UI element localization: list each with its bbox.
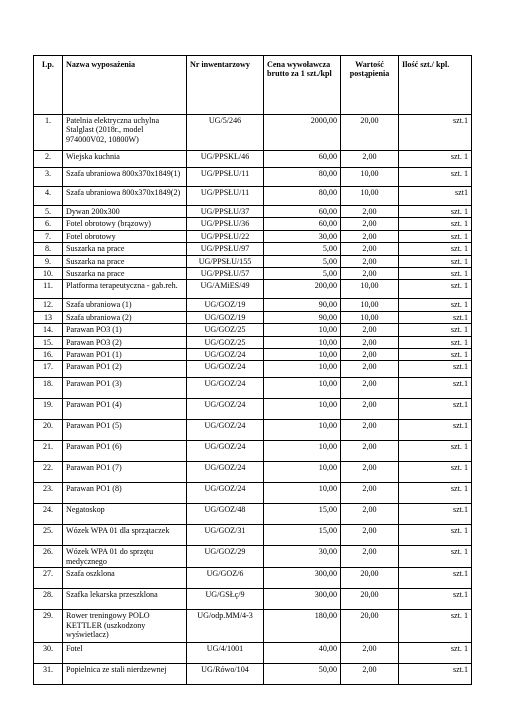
cell-inventory-number: UG/AMiES/49 xyxy=(187,280,264,299)
table-row xyxy=(34,243,472,255)
cell-price: 300,00 xyxy=(264,568,341,589)
cell-quantity: szt. 1 xyxy=(399,324,472,336)
cell-increment: 2,00 xyxy=(341,218,399,230)
cell-increment: 20,00 xyxy=(341,610,399,643)
cell-quantity: szt.1 xyxy=(399,420,472,441)
cell-inventory-number: UG/GOZ/19 xyxy=(187,311,264,323)
cell-quantity: szt. 1 xyxy=(399,643,472,664)
cell-quantity: szt. 1 xyxy=(399,336,472,348)
cell-lp: 15. xyxy=(34,336,63,348)
cell-quantity: szt.1 xyxy=(399,589,472,610)
cell-lp: 10. xyxy=(34,268,63,280)
cell-inventory-number: UG/GOZ/24 xyxy=(187,378,264,399)
cell-name: Platforma terapeutyczna - gab.reh. xyxy=(63,280,187,299)
cell-price: 10,00 xyxy=(264,336,341,348)
cell-lp: 13 xyxy=(34,311,63,323)
table-row xyxy=(34,378,472,399)
cell-lp: 6. xyxy=(34,218,63,230)
cell-quantity: szt. 1 xyxy=(399,206,472,218)
cell-inventory-number: UG/GOZ/24 xyxy=(187,462,264,483)
cell-inventory-number: UG/GOZ/24 xyxy=(187,420,264,441)
cell-price: 30,00 xyxy=(264,546,341,568)
cell-price: 5,00 xyxy=(264,255,341,267)
header-increment: Wartość postąpienia xyxy=(341,56,399,115)
cell-name: Wózek WPA 01 dla sprzątaczek xyxy=(63,525,187,546)
cell-price: 80,00 xyxy=(264,168,341,187)
cell-inventory-number: UG/PPSŁU/155 xyxy=(187,255,264,267)
cell-inventory-number: UG/GOZ/31 xyxy=(187,525,264,546)
table-body xyxy=(34,115,472,685)
cell-increment: 2,00 xyxy=(341,206,399,218)
table-row xyxy=(34,399,472,420)
cell-increment: 2,00 xyxy=(341,643,399,664)
cell-lp: 22. xyxy=(34,462,63,483)
cell-lp: 5. xyxy=(34,206,63,218)
cell-increment: 2,00 xyxy=(341,546,399,568)
cell-name: Parawan PO1 (7) xyxy=(63,462,187,483)
table-row xyxy=(34,441,472,462)
cell-increment: 2,00 xyxy=(341,230,399,242)
cell-price: 10,00 xyxy=(264,378,341,399)
cell-quantity: szt. 1 xyxy=(399,168,472,187)
cell-increment: 20,00 xyxy=(341,568,399,589)
cell-name: Suszarka na prace xyxy=(63,255,187,267)
cell-inventory-number: UG/GOZ/24 xyxy=(187,441,264,462)
cell-lp: 20. xyxy=(34,420,63,441)
cell-lp: 8. xyxy=(34,243,63,255)
cell-quantity: szt. 1 xyxy=(399,255,472,267)
cell-increment: 20,00 xyxy=(341,589,399,610)
cell-inventory-number: UG/GOZ/48 xyxy=(187,504,264,525)
cell-price: 80,00 xyxy=(264,187,341,206)
cell-inventory-number: UG/GOZ/24 xyxy=(187,399,264,420)
cell-name: Parawan PO3 (2) xyxy=(63,336,187,348)
cell-inventory-number: UG/GOZ/19 xyxy=(187,299,264,311)
cell-increment: 10,00 xyxy=(341,187,399,206)
cell-price: 10,00 xyxy=(264,349,341,361)
cell-quantity: szt. 1 xyxy=(399,525,472,546)
cell-quantity: szt.1 xyxy=(399,115,472,151)
cell-quantity: szt. 1 xyxy=(399,441,472,462)
cell-lp: 18. xyxy=(34,378,63,399)
cell-increment: 10,00 xyxy=(341,299,399,311)
cell-lp: 28. xyxy=(34,589,63,610)
table-row xyxy=(34,349,472,361)
cell-lp: 12. xyxy=(34,299,63,311)
cell-increment: 2,00 xyxy=(341,243,399,255)
table-row xyxy=(34,255,472,267)
cell-name: Parawan PO1 (4) xyxy=(63,399,187,420)
cell-inventory-number: UG/GOZ/24 xyxy=(187,483,264,504)
cell-increment: 2,00 xyxy=(341,399,399,420)
cell-name: Suszarka na prace xyxy=(63,268,187,280)
cell-lp: 7. xyxy=(34,230,63,242)
cell-price: 10,00 xyxy=(264,483,341,504)
table-row xyxy=(34,206,472,218)
table-row xyxy=(34,336,472,348)
cell-name: Fotel obrotowy xyxy=(63,230,187,242)
cell-quantity: szt.1 xyxy=(399,568,472,589)
cell-lp: 4. xyxy=(34,187,63,206)
cell-name: Parawan PO1 (1) xyxy=(63,349,187,361)
cell-name: Parawan PO1 (6) xyxy=(63,441,187,462)
cell-price: 60,00 xyxy=(264,218,341,230)
cell-increment: 2,00 xyxy=(341,462,399,483)
cell-increment: 2,00 xyxy=(341,151,399,168)
cell-inventory-number: UG/PPSŁU/97 xyxy=(187,243,264,255)
header-lp: Lp. xyxy=(34,56,63,115)
cell-lp: 1. xyxy=(34,115,63,151)
header-price: Cena wywoławcza brutto za 1 szt./kpl xyxy=(264,56,341,115)
cell-quantity: szt. 1 xyxy=(399,610,472,643)
cell-quantity: szt. 1 xyxy=(399,218,472,230)
cell-price: 10,00 xyxy=(264,462,341,483)
table-row xyxy=(34,187,472,206)
cell-quantity: szt.1 xyxy=(399,311,472,323)
cell-name: Fotel xyxy=(63,643,187,664)
cell-name: Szafa ubraniowa (1) xyxy=(63,299,187,311)
cell-price: 300,00 xyxy=(264,589,341,610)
cell-lp: 16. xyxy=(34,349,63,361)
cell-quantity: szt. 1 xyxy=(399,230,472,242)
cell-price: 40,00 xyxy=(264,643,341,664)
cell-name: Szafa ubraniowa 800x370x1849(2) xyxy=(63,187,187,206)
table-row xyxy=(34,230,472,242)
cell-lp: 9. xyxy=(34,255,63,267)
cell-quantity: szt.1 xyxy=(399,504,472,525)
table-row xyxy=(34,525,472,546)
cell-name: Parawan PO1 (5) xyxy=(63,420,187,441)
cell-quantity: szt. 1 xyxy=(399,280,472,299)
cell-lp: 23. xyxy=(34,483,63,504)
table-row xyxy=(34,168,472,187)
cell-inventory-number: UG/PPSKL/46 xyxy=(187,151,264,168)
cell-price: 180,00 xyxy=(264,610,341,643)
table-header xyxy=(34,56,472,115)
table-row xyxy=(34,643,472,664)
cell-price: 30,00 xyxy=(264,230,341,242)
cell-inventory-number: UG/PPSŁU/22 xyxy=(187,230,264,242)
cell-increment: 10,00 xyxy=(341,168,399,187)
cell-lp: 29. xyxy=(34,610,63,643)
cell-price: 90,00 xyxy=(264,311,341,323)
cell-inventory-number: UG/GOZ/25 xyxy=(187,336,264,348)
cell-quantity: szt. 1 xyxy=(399,299,472,311)
cell-price: 60,00 xyxy=(264,206,341,218)
cell-quantity: szt.1 xyxy=(399,399,472,420)
cell-price: 90,00 xyxy=(264,299,341,311)
table-row xyxy=(34,324,472,336)
cell-name: Suszarka na prace xyxy=(63,243,187,255)
cell-quantity: szt. 1 xyxy=(399,151,472,168)
cell-inventory-number: UG/PPSŁU/11 xyxy=(187,168,264,187)
cell-price: 10,00 xyxy=(264,361,341,378)
cell-name: Szafka lekarska przeszklona xyxy=(63,589,187,610)
header-name: Nazwa wyposażenia xyxy=(63,56,187,115)
header-quantity: Ilość szt./ kpl. xyxy=(399,56,472,115)
cell-increment: 2,00 xyxy=(341,504,399,525)
cell-inventory-number: UG/PPSŁU/57 xyxy=(187,268,264,280)
cell-increment: 2,00 xyxy=(341,336,399,348)
table-row xyxy=(34,546,472,568)
table-row xyxy=(34,504,472,525)
table-row xyxy=(34,664,472,685)
cell-price: 15,00 xyxy=(264,525,341,546)
table-row xyxy=(34,299,472,311)
cell-increment: 2,00 xyxy=(341,378,399,399)
cell-price: 10,00 xyxy=(264,441,341,462)
cell-inventory-number: UG/GOZ/24 xyxy=(187,361,264,378)
cell-price: 200,00 xyxy=(264,280,341,299)
cell-price: 60,00 xyxy=(264,151,341,168)
cell-quantity: szt. 1 xyxy=(399,462,472,483)
cell-increment: 2,00 xyxy=(341,324,399,336)
cell-name: Fotel obrotowy (brązowy) xyxy=(63,218,187,230)
cell-lp: 14. xyxy=(34,324,63,336)
header-inventory-number: Nr inwentarzowy xyxy=(187,56,264,115)
table-row xyxy=(34,115,472,151)
cell-increment: 2,00 xyxy=(341,441,399,462)
cell-increment: 10,00 xyxy=(341,311,399,323)
table-row xyxy=(34,268,472,280)
table-row xyxy=(34,361,472,378)
cell-price: 10,00 xyxy=(264,324,341,336)
cell-inventory-number: UG/GOZ/29 xyxy=(187,546,264,568)
cell-quantity: szt. 1 xyxy=(399,483,472,504)
cell-price: 10,00 xyxy=(264,399,341,420)
cell-quantity: szt.1 xyxy=(399,664,472,685)
cell-quantity: szt1 xyxy=(399,187,472,206)
cell-quantity: szt. 1 xyxy=(399,268,472,280)
cell-lp: 3. xyxy=(34,168,63,187)
cell-quantity: szt. 1 xyxy=(399,349,472,361)
cell-inventory-number: UG/GSŁç/9 xyxy=(187,589,264,610)
cell-lp: 27. xyxy=(34,568,63,589)
cell-increment: 2,00 xyxy=(341,255,399,267)
cell-price: 2000,00 xyxy=(264,115,341,151)
cell-inventory-number: UG/GOZ/25 xyxy=(187,324,264,336)
cell-inventory-number: UG/PPSŁU/11 xyxy=(187,187,264,206)
cell-name: Wiejska kuchnia xyxy=(63,151,187,168)
cell-name: Negatoskop xyxy=(63,504,187,525)
cell-lp: 30. xyxy=(34,643,63,664)
cell-lp: 17. xyxy=(34,361,63,378)
inventory-table xyxy=(33,55,472,685)
cell-price: 15,00 xyxy=(264,504,341,525)
table-row xyxy=(34,589,472,610)
table-row xyxy=(34,483,472,504)
cell-lp: 19. xyxy=(34,399,63,420)
cell-increment: 2,00 xyxy=(341,525,399,546)
cell-increment: 10,00 xyxy=(341,280,399,299)
cell-inventory-number: UG/4/1001 xyxy=(187,643,264,664)
cell-name: Szafa oszklona xyxy=(63,568,187,589)
cell-increment: 2,00 xyxy=(341,361,399,378)
cell-lp: 26. xyxy=(34,546,63,568)
cell-name: Szafa ubraniowa 800x370x1849(1) xyxy=(63,168,187,187)
table-row xyxy=(34,280,472,299)
cell-lp: 21. xyxy=(34,441,63,462)
table-row xyxy=(34,568,472,589)
cell-lp: 25. xyxy=(34,525,63,546)
cell-inventory-number: UG/Rówo/104 xyxy=(187,664,264,685)
cell-increment: 20,00 xyxy=(341,115,399,151)
cell-name: Rower treningowy POLO KETTLER (uszkodzony wyświetlacz) xyxy=(63,610,187,643)
cell-increment: 2,00 xyxy=(341,420,399,441)
cell-name: Popielnica ze stali nierdzewnej xyxy=(63,664,187,685)
cell-increment: 2,00 xyxy=(341,349,399,361)
cell-quantity: szt. 1 xyxy=(399,243,472,255)
cell-name: Parawan PO1 (8) xyxy=(63,483,187,504)
cell-name: Patelnia elektryczna uchylna Stalglast (2018r., model 974000V02, 10800W) xyxy=(63,115,187,151)
cell-price: 50,00 xyxy=(264,664,341,685)
table-row xyxy=(34,218,472,230)
cell-increment: 2,00 xyxy=(341,268,399,280)
cell-quantity: szt. 1 xyxy=(399,546,472,568)
cell-price: 10,00 xyxy=(264,420,341,441)
cell-inventory-number: UG/GOZ/6 xyxy=(187,568,264,589)
cell-inventory-number: UG/odp.MM/4-3 xyxy=(187,610,264,643)
cell-price: 5,00 xyxy=(264,268,341,280)
cell-price: 5,00 xyxy=(264,243,341,255)
cell-lp: 24. xyxy=(34,504,63,525)
cell-lp: 2. xyxy=(34,151,63,168)
cell-increment: 2,00 xyxy=(341,483,399,504)
cell-name: Parawan PO1 (2) xyxy=(63,361,187,378)
table-row xyxy=(34,610,472,643)
cell-inventory-number: UG/PPSŁU/36 xyxy=(187,218,264,230)
cell-inventory-number: UG/GOZ/24 xyxy=(187,349,264,361)
cell-name: Wózek WPA 01 do sprzętu medycznego xyxy=(63,546,187,568)
cell-name: Parawan PO1 (3) xyxy=(63,378,187,399)
cell-quantity: szt.1 xyxy=(399,361,472,378)
cell-increment: 2,00 xyxy=(341,664,399,685)
cell-lp: 11. xyxy=(34,280,63,299)
table-row xyxy=(34,311,472,323)
cell-name: Dywan 200x300 xyxy=(63,206,187,218)
table-row xyxy=(34,462,472,483)
table-row xyxy=(34,420,472,441)
cell-inventory-number: UG/5/246 xyxy=(187,115,264,151)
cell-name: Szafa ubraniowa (2) xyxy=(63,311,187,323)
cell-name: Parawan PO3 (1) xyxy=(63,324,187,336)
cell-lp: 31. xyxy=(34,664,63,685)
cell-inventory-number: UG/PPSŁU/37 xyxy=(187,206,264,218)
cell-quantity: szt.1 xyxy=(399,378,472,399)
table-row xyxy=(34,151,472,168)
